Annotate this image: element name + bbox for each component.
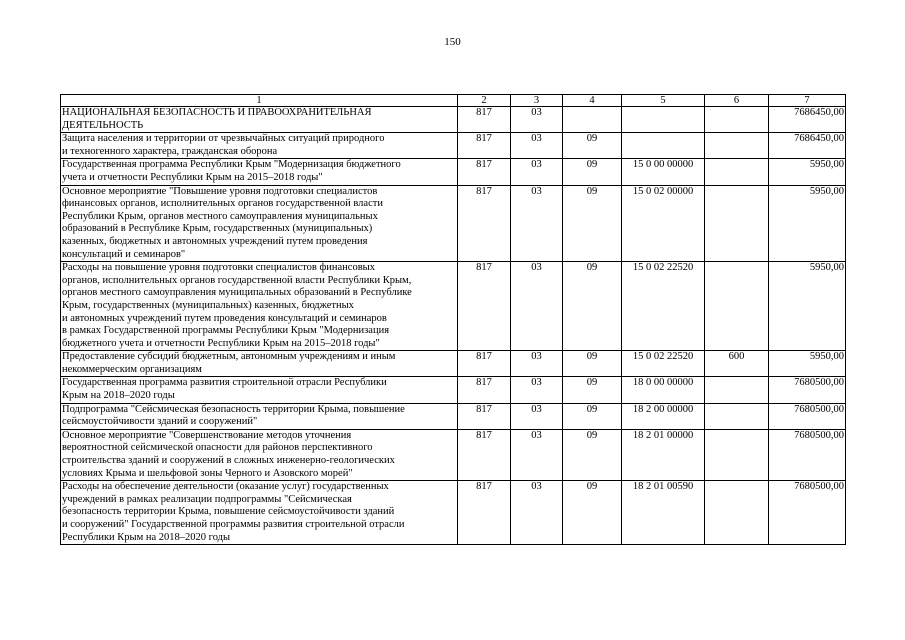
- code-grbs: 817: [458, 262, 511, 351]
- description-line: Республики Крым, органов местного самоуправления муниципальных: [62, 210, 378, 222]
- code-section: 03: [511, 185, 563, 262]
- code-subsection: 09: [563, 159, 622, 185]
- description-line: НАЦИОНАЛЬНАЯ БЕЗОПАСНОСТЬ И ПРАВООХРАНИТЕЛЬНАЯ: [62, 107, 372, 118]
- amount: 7680500,00: [769, 481, 846, 545]
- code-subsection: 09: [563, 185, 622, 262]
- code-section: 03: [511, 481, 563, 545]
- description-line: условиях Крыма и шельфовой зоны Черного и Азовского морей": [62, 467, 353, 479]
- table-row: [61, 481, 846, 545]
- header-col-2: 2: [458, 95, 511, 107]
- code-grbs: 817: [458, 159, 511, 185]
- code-expense-type: [705, 185, 769, 262]
- description-line: органов местного самоуправления муниципальных образований в Республике: [62, 287, 412, 299]
- description-line: Расходы на повышение уровня подготовки специалистов финансовых: [62, 262, 375, 274]
- code-grbs: 817: [458, 185, 511, 262]
- code-expense-type: [705, 159, 769, 185]
- row-description: [61, 107, 458, 133]
- code-subsection: 09: [563, 429, 622, 480]
- description-line: консультаций и семинаров": [62, 248, 186, 260]
- code-section: 03: [511, 403, 563, 429]
- description-line: и автономных учреждений путем проведения консультаций и семинаров: [62, 312, 387, 324]
- description-line: безопасность территории Крыма, повышение сейсмоустойчивости зданий: [62, 506, 395, 518]
- code-target-article: 18 2 00 00000: [622, 403, 705, 429]
- description-line: Государственная программа развития строительной отрасли Республики: [62, 377, 387, 389]
- code-expense-type: [705, 133, 769, 159]
- code-target-article: [622, 107, 705, 133]
- row-description: [61, 377, 458, 403]
- description-line: казенных, бюджетных и автономных учреждений путем проведения: [62, 235, 368, 247]
- description-line: Основное мероприятие "Повышение уровня подготовки специалистов: [62, 185, 378, 197]
- description-line: Расходы на обеспечение деятельности (оказание услуг) государственных: [62, 481, 389, 493]
- row-description: [61, 185, 458, 262]
- description-line: учреждений в рамках реализации подпрограммы "Сейсмическая: [62, 493, 352, 505]
- description-line: в рамках Государственной программы Республики Крым "Модернизация: [62, 325, 390, 337]
- description-line: ДЕЯТЕЛЬНОСТЬ: [62, 119, 144, 131]
- code-target-article: 18 0 00 00000: [622, 377, 705, 403]
- code-subsection: [563, 107, 622, 133]
- table-row: [61, 429, 846, 480]
- header-col-6: 6: [705, 95, 769, 107]
- code-grbs: 817: [458, 429, 511, 480]
- row-description: [61, 262, 458, 351]
- table-row: [61, 351, 846, 377]
- code-target-article: 18 2 01 00000: [622, 429, 705, 480]
- header-col-1: 1: [61, 95, 458, 107]
- row-description: [61, 481, 458, 545]
- code-expense-type: [705, 107, 769, 133]
- code-section: 03: [511, 351, 563, 377]
- code-expense-type: [705, 403, 769, 429]
- code-subsection: 09: [563, 351, 622, 377]
- code-section: 03: [511, 377, 563, 403]
- description-line: сейсмоустойчивости зданий и сооружений": [62, 416, 258, 428]
- description-line: органов, исполнительных органов государственной власти Республики Крым,: [62, 274, 412, 286]
- table-body: [61, 107, 846, 545]
- description-line: Подпрограмма "Сейсмическая безопасность территории Крыма, повышение: [62, 403, 405, 415]
- code-section: 03: [511, 429, 563, 480]
- code-grbs: 817: [458, 403, 511, 429]
- code-target-article: 15 0 02 22520: [622, 262, 705, 351]
- header-col-5: 5: [622, 95, 705, 107]
- table-row: [61, 107, 846, 133]
- code-target-article: 15 0 00 00000: [622, 159, 705, 185]
- code-section: 03: [511, 133, 563, 159]
- header-col-3: 3: [511, 95, 563, 107]
- code-grbs: 817: [458, 107, 511, 133]
- row-description: [61, 403, 458, 429]
- description-line: бюджетного учета и отчетности Республики Крым на 2015–2018 годы": [62, 337, 380, 349]
- table-row: [61, 133, 846, 159]
- row-description: [61, 159, 458, 185]
- description-line: некоммерческим организациям: [62, 363, 202, 375]
- row-description: [61, 133, 458, 159]
- code-expense-type: [705, 377, 769, 403]
- code-grbs: 817: [458, 377, 511, 403]
- code-expense-type: 600: [705, 351, 769, 377]
- amount: 7680500,00: [769, 429, 846, 480]
- amount: 5950,00: [769, 185, 846, 262]
- row-description: [61, 351, 458, 377]
- table-row: [61, 403, 846, 429]
- description-line: финансовых органов, исполнительных органов государственной власти: [62, 198, 383, 210]
- description-line: Крым, государственных (муниципальных) казенных, бюджетных: [62, 299, 354, 311]
- table-row: [61, 159, 846, 185]
- code-grbs: 817: [458, 481, 511, 545]
- amount: 5950,00: [769, 262, 846, 351]
- description-line: Защита населения и территории от чрезвычайных ситуаций природного: [62, 133, 385, 145]
- header-col-7: 7: [769, 95, 846, 107]
- row-description: [61, 429, 458, 480]
- description-line: строительства зданий и сооружений в сложных инженерно-геологических: [62, 455, 395, 467]
- table-row: [61, 262, 846, 351]
- budget-table: [60, 94, 846, 545]
- code-subsection: 09: [563, 133, 622, 159]
- code-target-article: [622, 133, 705, 159]
- code-section: 03: [511, 107, 563, 133]
- code-expense-type: [705, 481, 769, 545]
- code-subsection: 09: [563, 262, 622, 351]
- code-section: 03: [511, 159, 563, 185]
- header-col-4: 4: [563, 95, 622, 107]
- description-line: образований в Республике Крым, государственных (муниципальных): [62, 223, 373, 235]
- table-header-row: [61, 95, 846, 107]
- code-subsection: 09: [563, 403, 622, 429]
- code-grbs: 817: [458, 133, 511, 159]
- table-row: [61, 185, 846, 262]
- code-subsection: 09: [563, 481, 622, 545]
- amount: 7680500,00: [769, 403, 846, 429]
- code-expense-type: [705, 262, 769, 351]
- code-grbs: 817: [458, 351, 511, 377]
- description-line: Крым на 2018–2020 годы: [62, 390, 175, 402]
- description-line: вероятностной сейсмической опасности для районов перспективного: [62, 442, 373, 454]
- code-subsection: 09: [563, 377, 622, 403]
- description-line: и техногенного характера, гражданская оборона: [62, 145, 278, 157]
- amount: 7680500,00: [769, 377, 846, 403]
- description-line: Государственная программа Республики Крым "Модернизация бюджетного: [62, 159, 401, 171]
- code-target-article: 15 0 02 00000: [622, 185, 705, 262]
- table-row: [61, 377, 846, 403]
- description-line: Республики Крым на 2018–2020 годы: [62, 531, 231, 543]
- description-line: Основное мероприятие "Совершенствование методов уточнения: [62, 429, 352, 441]
- code-target-article: 18 2 01 00590: [622, 481, 705, 545]
- amount: 5950,00: [769, 351, 846, 377]
- amount: 7686450,00: [769, 133, 846, 159]
- description-line: и сооружений" Государственной программы развития строительной отрасли: [62, 519, 405, 530]
- amount: 5950,00: [769, 159, 846, 185]
- code-section: 03: [511, 262, 563, 351]
- code-expense-type: [705, 429, 769, 480]
- description-line: Предоставление субсидий бюджетным, автономным учреждениям и иным: [62, 351, 396, 363]
- page-number: 150: [444, 36, 461, 48]
- amount: 7686450,00: [769, 107, 846, 133]
- code-target-article: 15 0 02 22520: [622, 351, 705, 377]
- description-line: учета и отчетности Республики Крым на 2015–2018 годы": [62, 171, 323, 183]
